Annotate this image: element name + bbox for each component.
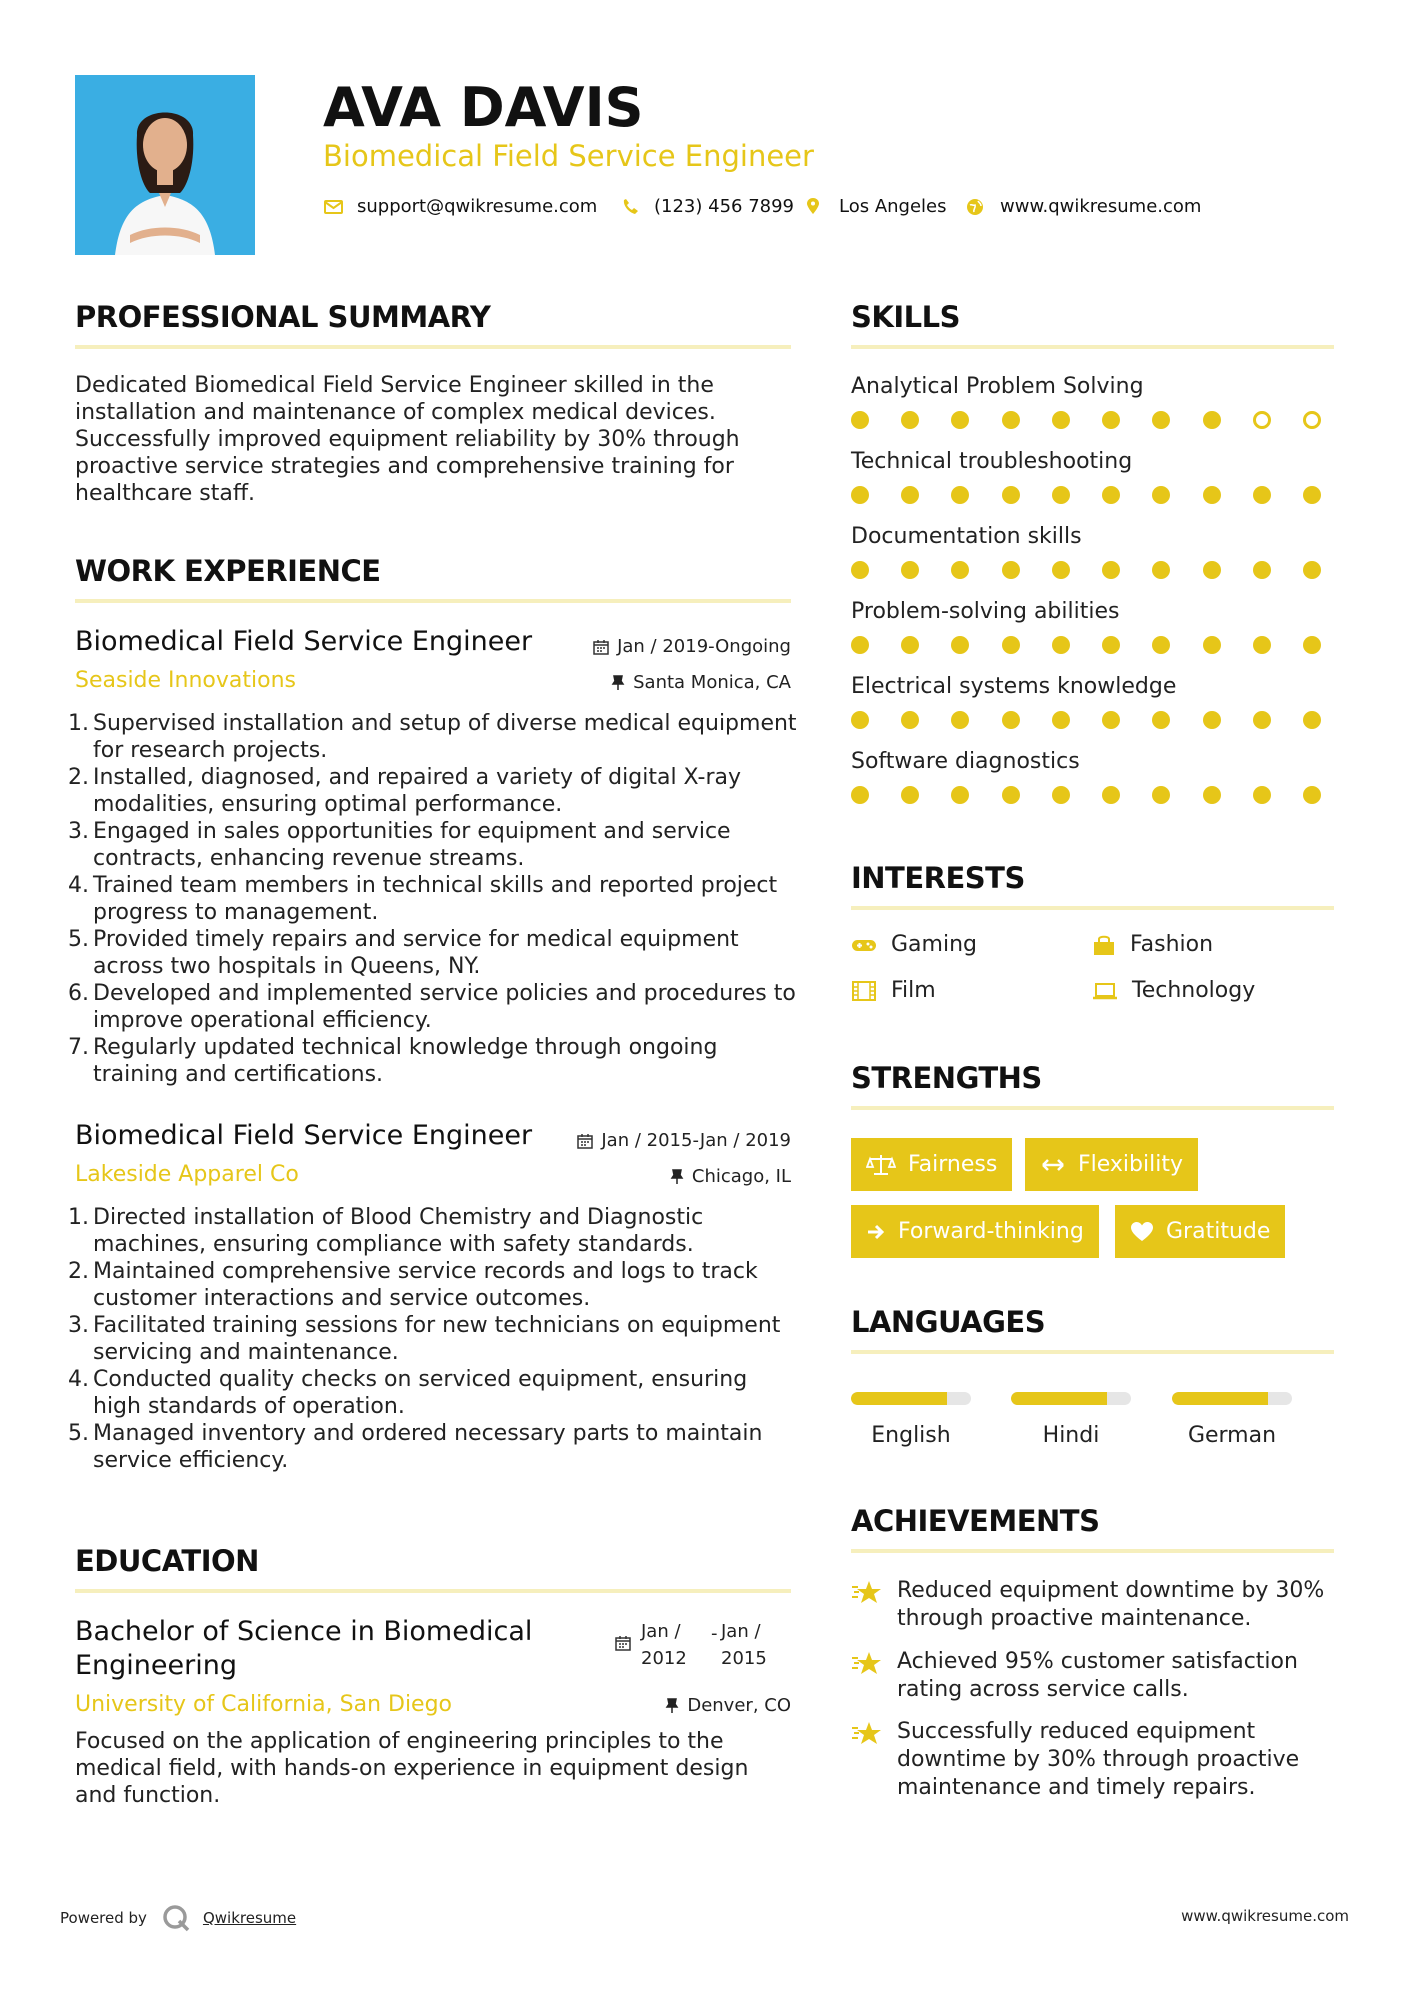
phone-text: (123) 456 7899 bbox=[654, 196, 795, 217]
skill-rating bbox=[851, 486, 1321, 504]
job-dates-text: Jan / 2015-Jan / 2019 bbox=[601, 1130, 791, 1151]
language-level-bar bbox=[1172, 1392, 1292, 1405]
rating-dot-filled bbox=[1152, 786, 1170, 804]
language-level-fill bbox=[1011, 1392, 1107, 1405]
language-name: German bbox=[1187, 1423, 1277, 1448]
strengths-heading: STRENGTHS bbox=[851, 1061, 1042, 1095]
profile-photo bbox=[75, 75, 255, 255]
rating-dot-filled bbox=[1002, 411, 1020, 429]
experience-divider bbox=[75, 599, 791, 603]
rating-dot-filled bbox=[1002, 561, 1020, 579]
skill-row bbox=[851, 599, 1341, 674]
language-level-fill bbox=[1172, 1392, 1268, 1405]
rating-dot-filled bbox=[1203, 411, 1221, 429]
skills-heading: SKILLS bbox=[851, 300, 960, 334]
education-location-text: Denver, CO bbox=[687, 1695, 791, 1716]
language-level-fill bbox=[851, 1392, 947, 1405]
rating-dot-filled bbox=[1303, 786, 1321, 804]
achievement-item: Reduced equipment downtime by 30% through proactive maintenance. bbox=[851, 1577, 1341, 1633]
degree-title: Bachelor of Science in Biomedical Engineering bbox=[75, 1616, 533, 1681]
skill-rating bbox=[851, 711, 1321, 729]
gamepad-icon bbox=[851, 935, 877, 955]
website-text: www.qwikresume.com bbox=[1000, 196, 1202, 217]
strength-badge: Fairness bbox=[851, 1138, 1012, 1191]
rating-dot-filled bbox=[1002, 711, 1020, 729]
interest-fashion: Fashion bbox=[1092, 932, 1213, 957]
summary-divider bbox=[75, 345, 791, 349]
interests-divider bbox=[851, 906, 1334, 910]
language-level-bar bbox=[1011, 1392, 1131, 1405]
language-name: English bbox=[871, 1423, 951, 1448]
rating-dot-filled bbox=[1052, 411, 1070, 429]
school-name: University of California, San Diego bbox=[75, 1692, 453, 1717]
rating-dot-filled bbox=[1152, 561, 1170, 579]
interest-technology: Technology bbox=[1092, 978, 1255, 1003]
education-end: Jan / 2015 bbox=[721, 1621, 767, 1669]
rating-dot-filled bbox=[1253, 786, 1271, 804]
rating-dot-filled bbox=[901, 711, 919, 729]
skills-list bbox=[851, 374, 1341, 824]
job-dates-text: Jan / 2019-Ongoing bbox=[617, 636, 791, 657]
skill-row bbox=[851, 524, 1341, 599]
pin-icon bbox=[670, 1169, 684, 1185]
skill-row bbox=[851, 449, 1341, 524]
candidate-title: Biomedical Field Service Engineer bbox=[323, 139, 814, 173]
rating-dot-filled bbox=[1152, 711, 1170, 729]
rating-dot-filled bbox=[851, 561, 869, 579]
rating-dot-filled bbox=[901, 636, 919, 654]
rating-dot-filled bbox=[1002, 786, 1020, 804]
rating-dot-empty bbox=[1303, 411, 1321, 429]
skills-divider bbox=[851, 345, 1334, 349]
summary-text: Dedicated Biomedical Field Service Engineer skilled in the installation and maintenance of complex medical devices. Successfully improved equipment reliability by 30% through proactive service strategies and comprehensive training for healthcare staff. bbox=[75, 373, 740, 506]
rating-dot-filled bbox=[1303, 636, 1321, 654]
rating-dot-filled bbox=[951, 411, 969, 429]
shooting-star-icon bbox=[851, 1650, 883, 1676]
contact-phone[interactable] bbox=[620, 196, 794, 217]
balance-scale-icon bbox=[866, 1153, 896, 1177]
rating-dot-filled bbox=[1303, 711, 1321, 729]
envelope-icon bbox=[323, 197, 345, 217]
rating-dot-filled bbox=[851, 486, 869, 504]
summary-heading: PROFESSIONAL SUMMARY bbox=[75, 300, 491, 334]
language-name: Hindi bbox=[1042, 1423, 1100, 1448]
list-item: 5. Managed inventory and ordered necessary parts to maintain service efficiency. bbox=[68, 1421, 763, 1473]
rating-dot-filled bbox=[1152, 636, 1170, 654]
list-item: 4. Conducted quality checks on serviced equipment, ensuring high standards of operation. bbox=[68, 1367, 748, 1419]
experience-heading: WORK EXPERIENCE bbox=[75, 554, 381, 588]
globe-icon bbox=[966, 197, 988, 217]
rating-dot-filled bbox=[1203, 636, 1221, 654]
list-item: 7. Regularly updated technical knowledge through ongoing training and certifications. bbox=[68, 1035, 718, 1087]
pin-icon bbox=[611, 675, 625, 691]
heart-icon bbox=[1130, 1221, 1154, 1243]
pin-icon bbox=[665, 1698, 679, 1714]
job-location bbox=[611, 672, 791, 693]
rating-dot-filled bbox=[951, 786, 969, 804]
list-item: 3. Facilitated training sessions for new technicians on equipment servicing and maintenance. bbox=[68, 1313, 781, 1365]
rating-dot-filled bbox=[1002, 486, 1020, 504]
skill-name: Documentation skills bbox=[851, 524, 1082, 549]
skill-name: Problem-solving abilities bbox=[851, 599, 1120, 624]
rating-dot-filled bbox=[1203, 711, 1221, 729]
footer-powered-by: Powered by Qwikresume bbox=[60, 1903, 296, 1933]
job-location-text: Chicago, IL bbox=[691, 1166, 791, 1187]
skill-rating bbox=[851, 411, 1321, 429]
job-dates bbox=[577, 1130, 791, 1151]
skill-row bbox=[851, 749, 1341, 824]
rating-dot-filled bbox=[1253, 486, 1271, 504]
calendar-icon bbox=[593, 639, 609, 655]
job-location-text: Santa Monica, CA bbox=[633, 672, 791, 693]
achievements-heading: ACHIEVEMENTS bbox=[851, 1504, 1100, 1538]
rating-dot-filled bbox=[851, 786, 869, 804]
job-title: Biomedical Field Service Engineer bbox=[75, 1120, 533, 1151]
list-item: 5. Provided timely repairs and service for medical equipment across two hospitals in Queens, NY. bbox=[68, 927, 739, 979]
arrow-right-icon bbox=[866, 1222, 886, 1242]
rating-dot-filled bbox=[1253, 636, 1271, 654]
skill-rating bbox=[851, 786, 1321, 804]
rating-dot-filled bbox=[851, 411, 869, 429]
qwikresume-logo-icon bbox=[161, 1903, 191, 1933]
contact-location bbox=[805, 196, 947, 217]
contact-email[interactable] bbox=[323, 196, 597, 217]
rating-dot-filled bbox=[1052, 486, 1070, 504]
company-name: Seaside Innovations bbox=[75, 668, 296, 693]
job-dates bbox=[593, 636, 791, 657]
interests-heading: INTERESTS bbox=[851, 861, 1025, 895]
rating-dot-filled bbox=[1102, 636, 1120, 654]
interest-film: Film bbox=[851, 978, 936, 1003]
education-date-separator: - bbox=[711, 1623, 718, 1644]
list-item: 2. Installed, diagnosed, and repaired a variety of digital X-ray modalities, ensuring optimal performance. bbox=[68, 765, 742, 817]
rating-dot-filled bbox=[1052, 561, 1070, 579]
strength-badge: Forward-thinking bbox=[851, 1205, 1099, 1258]
rating-dot-filled bbox=[1152, 486, 1170, 504]
rating-dot-filled bbox=[1152, 411, 1170, 429]
list-item: 1. Supervised installation and setup of diverse medical equipment for research projects. bbox=[68, 711, 797, 763]
language-level-bar bbox=[851, 1392, 971, 1405]
job-title: Biomedical Field Service Engineer bbox=[75, 626, 533, 657]
contact-website[interactable] bbox=[966, 196, 1201, 217]
rating-dot-filled bbox=[1102, 786, 1120, 804]
rating-dot-filled bbox=[1002, 636, 1020, 654]
footer-website[interactable]: www.qwikresume.com bbox=[1181, 1907, 1349, 1925]
company-name: Lakeside Apparel Co bbox=[75, 1162, 299, 1187]
rating-dot-filled bbox=[951, 486, 969, 504]
shooting-star-icon bbox=[851, 1720, 883, 1746]
strengths-divider bbox=[851, 1106, 1334, 1110]
rating-dot-filled bbox=[1102, 486, 1120, 504]
languages-divider bbox=[851, 1350, 1334, 1354]
list-item: 4. Trained team members in technical skills and reported project progress to management. bbox=[68, 873, 778, 925]
skill-row bbox=[851, 374, 1341, 449]
shooting-star-icon bbox=[851, 1579, 883, 1605]
skill-name: Technical troubleshooting bbox=[851, 449, 1133, 474]
rating-dot-filled bbox=[951, 636, 969, 654]
rating-dot-filled bbox=[1102, 711, 1120, 729]
rating-dot-filled bbox=[1203, 486, 1221, 504]
location-text: Los Angeles bbox=[839, 196, 947, 217]
skill-rating bbox=[851, 561, 1321, 579]
rating-dot-filled bbox=[901, 486, 919, 504]
rating-dot-filled bbox=[901, 411, 919, 429]
skill-row bbox=[851, 674, 1341, 749]
rating-dot-filled bbox=[1102, 561, 1120, 579]
education-divider bbox=[75, 1589, 791, 1593]
education-heading: EDUCATION bbox=[75, 1544, 259, 1578]
list-item: 6. Developed and implemented service policies and procedures to improve operational efficiency. bbox=[68, 981, 796, 1033]
job-bullets bbox=[68, 710, 798, 1088]
phone-icon bbox=[620, 197, 642, 217]
list-item: 1. Directed installation of Blood Chemistry and Diagnostic machines, ensuring compliance with safety standards. bbox=[68, 1205, 704, 1257]
rating-dot-filled bbox=[1052, 711, 1070, 729]
rating-dot-filled bbox=[901, 786, 919, 804]
shopping-bag-icon bbox=[1092, 934, 1116, 956]
rating-dot-filled bbox=[901, 561, 919, 579]
rating-dot-filled bbox=[1303, 561, 1321, 579]
education-start: Jan / 2012 bbox=[641, 1621, 687, 1669]
skill-name: Electrical systems knowledge bbox=[851, 674, 1177, 699]
rating-dot-filled bbox=[1303, 486, 1321, 504]
rating-dot-empty bbox=[1253, 411, 1271, 429]
list-item: 2. Maintained comprehensive service records and logs to track customer interactions and service outcomes. bbox=[68, 1259, 758, 1311]
education-description: Focused on the application of engineering principles to the medical field, with hands-on experience in equipment design and function. bbox=[75, 1729, 749, 1808]
strength-badge: Gratitude bbox=[1115, 1205, 1285, 1258]
achievement-item: Successfully reduced equipment downtime by 30% through proactive maintenance and timely repairs. bbox=[851, 1718, 1341, 1802]
rating-dot-filled bbox=[1203, 786, 1221, 804]
rating-dot-filled bbox=[1102, 411, 1120, 429]
rating-dot-filled bbox=[1052, 786, 1070, 804]
list-item: 3. Engaged in sales opportunities for equipment and service contracts, enhancing revenue streams. bbox=[68, 819, 731, 871]
rating-dot-filled bbox=[1253, 711, 1271, 729]
email-text: support@qwikresume.com bbox=[357, 196, 598, 217]
achievements-divider bbox=[851, 1549, 1334, 1553]
interest-gaming: Gaming bbox=[851, 932, 977, 957]
languages-heading: LANGUAGES bbox=[851, 1305, 1046, 1339]
calendar-icon bbox=[577, 1133, 593, 1149]
candidate-name: AVA DAVIS bbox=[323, 76, 644, 139]
job-bullets bbox=[68, 1204, 798, 1474]
map-marker-icon bbox=[805, 197, 827, 217]
rating-dot-filled bbox=[1203, 561, 1221, 579]
achievement-item: Achieved 95% customer satisfaction rating across service calls. bbox=[851, 1648, 1341, 1704]
arrows-horizontal-icon bbox=[1040, 1155, 1066, 1175]
rating-dot-filled bbox=[1253, 561, 1271, 579]
rating-dot-filled bbox=[951, 561, 969, 579]
rating-dot-filled bbox=[951, 711, 969, 729]
film-icon bbox=[851, 980, 877, 1002]
job-location bbox=[670, 1166, 791, 1187]
strength-badge: Flexibility bbox=[1025, 1138, 1198, 1191]
calendar-icon bbox=[615, 1635, 631, 1651]
skill-name: Software diagnostics bbox=[851, 749, 1080, 774]
education-location bbox=[665, 1695, 791, 1716]
skill-name: Analytical Problem Solving bbox=[851, 374, 1144, 399]
rating-dot-filled bbox=[851, 636, 869, 654]
qwikresume-link[interactable]: Qwikresume bbox=[202, 1909, 297, 1927]
laptop-icon bbox=[1092, 980, 1118, 1002]
skill-rating bbox=[851, 636, 1321, 654]
rating-dot-filled bbox=[1052, 636, 1070, 654]
rating-dot-filled bbox=[851, 711, 869, 729]
